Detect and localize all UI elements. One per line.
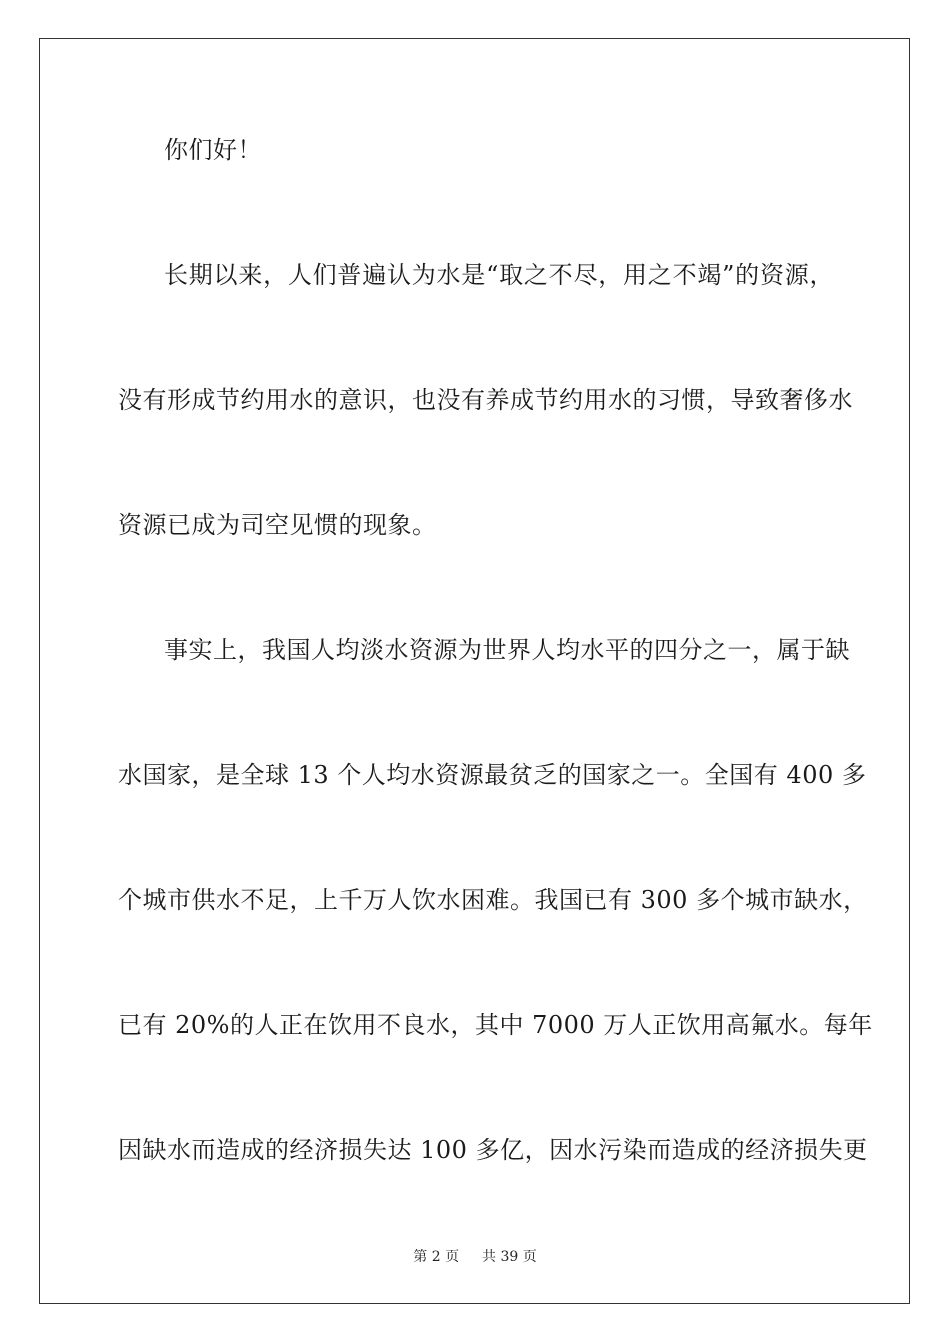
page-footer: [0, 1248, 950, 1266]
paragraph-2-line-3: 个城市供水不足，上千万人饮水困难。我国已有 300 多个城市缺水，: [118, 886, 868, 914]
paragraph-1-line-3: 资源已成为司空见惯的现象。: [118, 511, 437, 539]
paragraph-2-line-4: 已有 20%的人正在饮用不良水，其中 7000 万人正饮用高氟水。每年: [118, 1011, 873, 1039]
page-total: 共 39 页: [482, 1249, 537, 1265]
paragraph-2-line-2: 水国家，是全球 13 个人均水资源最贫乏的国家之一。全国有 400 多: [118, 761, 867, 789]
page-number: 第 2 页: [413, 1249, 460, 1265]
paragraph-2-line-5: 因缺水而造成的经济损失达 100 多亿，因水污染而造成的经济损失更: [118, 1136, 868, 1164]
paragraph-1-line-2: 没有形成节约用水的意识，也没有养成节约用水的习惯，导致奢侈水: [118, 386, 853, 414]
page-frame: [39, 38, 910, 1304]
paragraph-2-line-1: 事实上，我国人均淡水资源为世界人均水平的四分之一，属于缺: [164, 636, 850, 664]
paragraph-1-line-1: 长期以来，人们普遍认为水是“取之不尽，用之不竭”的资源，: [164, 261, 834, 289]
greeting-line: 你们好！: [164, 136, 262, 164]
